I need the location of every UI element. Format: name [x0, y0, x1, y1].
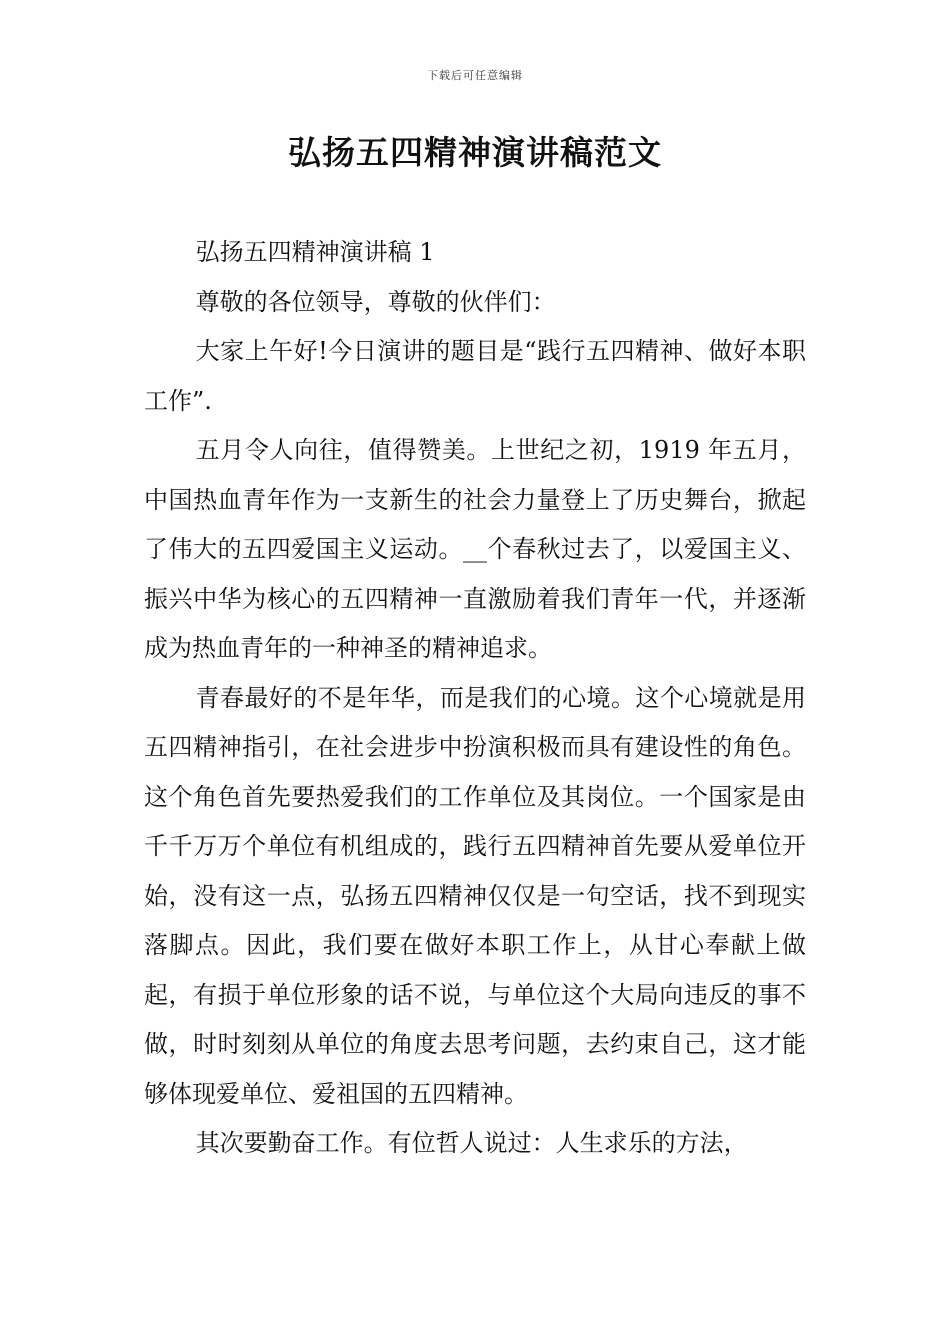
- paragraph: 五月令人向往，值得赞美。上世纪之初，1919 年五月，中国热血青年作为一支新生的社会力量登上了历史舞台，掀起了伟大的五四爱国主义运动。__个春秋过去了，以爱国主义、振兴中华为核心的五四精神一直激励着我们青年一代，并逐渐成为热血青年的一种神圣的精神追求。: [144, 436, 806, 662]
- paragraph: 大家上午好!今日演讲的题目是“践行五四精神、做好本职工作”.: [144, 337, 806, 415]
- paragraph: 青春最好的不是年华，而是我们的心境。这个心境就是用五四精神指引，在社会进步中扮演积极而具有建设性的角色。这个角色首先要热爱我们的工作单位及其岗位。一个国家是由千千万万个单位有机组成的，践行五四精神首先要从爱单位开始，没有这一点，弘扬五四精神仅仅是一句空话，找不到现实落脚点。因此，我们要在做好本职工作上，从甘心奉献上做起，有损于单位形象的话不说，与单位这个大局向违反的事不做，时时刻刻从单位的角度去思考问题，去约束自己，这才能够体现爱单位、爱祖国的五四精神。: [144, 683, 806, 1108]
- header-note: 下载后可任意编辑: [427, 69, 523, 82]
- salutation: 尊敬的各位领导，尊敬的伙伴们：: [195, 287, 556, 316]
- document-body: [144, 228, 806, 1169]
- section-heading: 弘扬五四精神演讲稿 1: [195, 238, 435, 266]
- document-title: 弘扬五四精神演讲稿范文: [288, 133, 662, 172]
- paragraph: 其次要勤奋工作。有位哲人说过：人生求乐的方法，: [195, 1129, 748, 1157]
